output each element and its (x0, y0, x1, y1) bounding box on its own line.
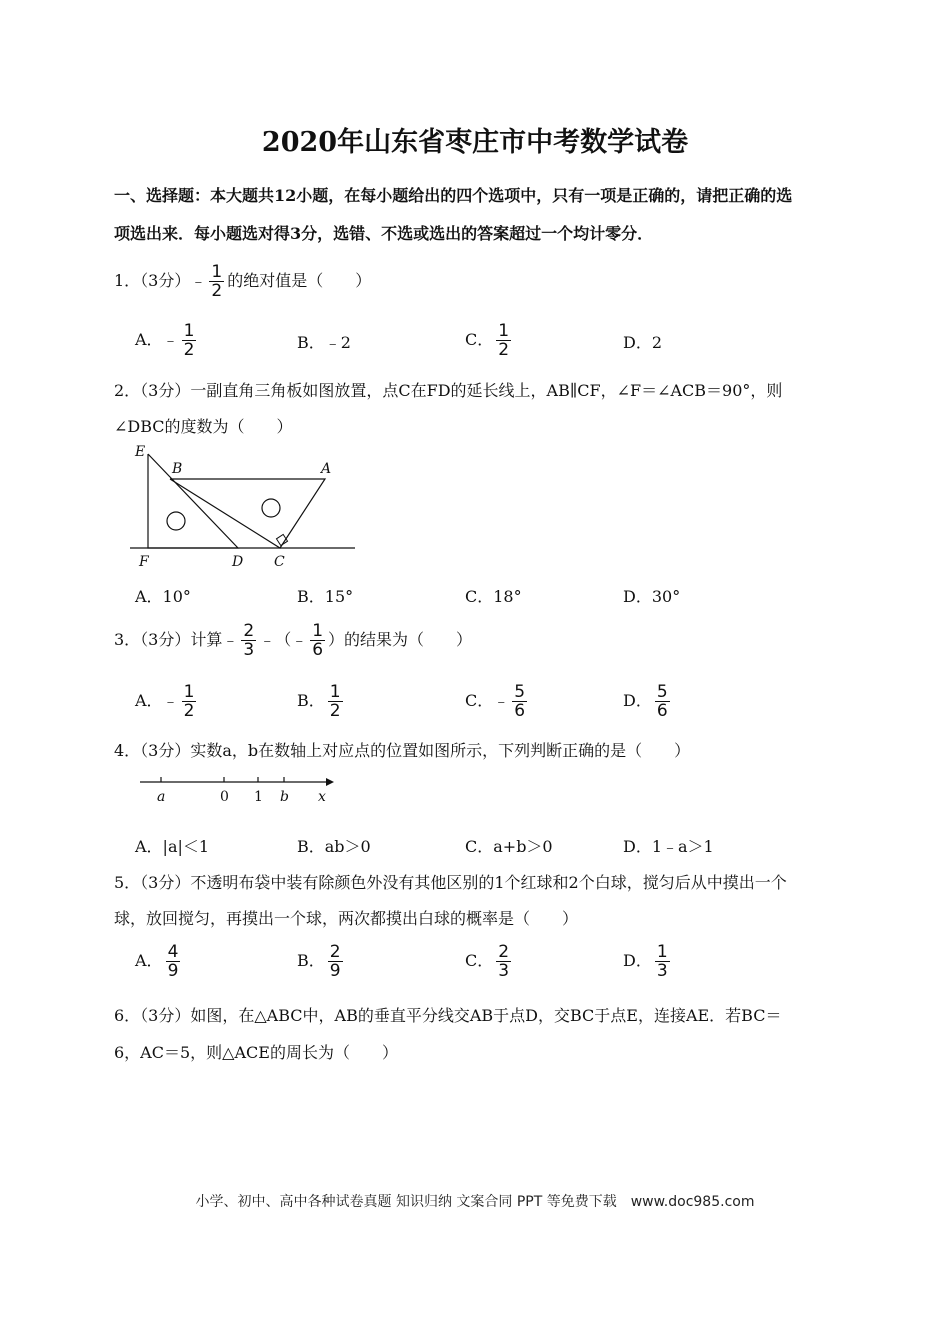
q1-option-c (465, 322, 514, 359)
denominator: 3 (498, 961, 510, 981)
option-label: B． (297, 951, 325, 970)
option-fraction (655, 943, 670, 980)
q4-option-b: B．ab＞0 (297, 837, 371, 856)
label-zero: 0 (220, 789, 229, 805)
q2-option-a: A．10° (135, 587, 191, 606)
question-6-line2: 6，AC＝5，则△ACE的周长为（ ） (114, 1043, 398, 1062)
question-1-prefix: 1．（3分）﹣ (114, 271, 207, 290)
question-1-fraction (209, 263, 224, 300)
question-2-line1: 2．（3分）一副直角三角板如图放置，点C在FD的延长线上，AB∥CF，∠F＝∠ACB＝90°，则 (114, 381, 783, 400)
option-fraction (182, 683, 197, 720)
denominator: 2 (211, 281, 223, 301)
question-1-suffix: 的绝对值是（ ） (227, 271, 372, 290)
denominator: 3 (656, 961, 668, 981)
denominator: 3 (243, 640, 255, 660)
option-label: A．﹣ (135, 691, 179, 710)
q5-option-c (465, 943, 514, 980)
question-3-middle: ﹣（﹣ (259, 630, 308, 649)
option-fraction (182, 322, 197, 359)
numerator: 1 (312, 621, 324, 641)
q2-option-c: C．18° (465, 587, 522, 606)
numerator: 5 (656, 682, 668, 702)
axis-arrow (326, 778, 334, 786)
q1-option-b: B．﹣2 (297, 333, 351, 352)
label-b: B (172, 461, 183, 477)
question-5-line2: 球，放回搅匀，再摸出一个球，两次都摸出白球的概率是（ ） (114, 909, 579, 928)
numerator: 5 (514, 682, 526, 702)
denominator: 9 (167, 961, 179, 981)
question-6-line1: 6．（3分）如图，在△ABC中，AB的垂直平分线交AB于点D，交BC于点E，连接AE．若BC＝ (114, 1006, 782, 1025)
option-label: C． (465, 330, 494, 349)
question-3-suffix: ）的结果为（ ） (328, 630, 473, 649)
q1-option-a (135, 322, 199, 359)
q3-option-d (623, 683, 673, 720)
section-heading-line1: 一、选择题：本大题共12小题，在每小题给出的四个选项中，只有一项是正确的，请把正确的选 (114, 186, 793, 205)
option-fraction (328, 683, 343, 720)
label-b: b (280, 789, 289, 805)
option-fraction (655, 683, 670, 720)
denominator: 9 (329, 961, 341, 981)
option-label: D． (623, 691, 652, 710)
denominator: 2 (498, 340, 510, 360)
label-e: E (135, 444, 146, 460)
q3-option-b (297, 683, 346, 720)
option-label: C． (465, 951, 494, 970)
numerator: 1 (183, 682, 195, 702)
footer-text: 小学、初中、高中各种试卷真题 知识归纳 文案合同 PPT 等免费下载 www.doc985.com (195, 1194, 755, 1210)
q3-option-a (135, 683, 199, 720)
triangle-efd (148, 454, 238, 548)
label-f: F (139, 554, 149, 570)
label-c: C (274, 554, 285, 570)
label-a: a (157, 789, 166, 805)
question-1 (114, 263, 371, 300)
q5-option-d (623, 943, 673, 980)
page-title: 2020年山东省枣庄市中考数学试卷 (261, 127, 689, 158)
numerator: 1 (329, 682, 341, 702)
numerator: 1 (656, 942, 668, 962)
q2-option-d: D．30° (623, 587, 681, 606)
denominator: 6 (312, 640, 324, 660)
option-fraction (496, 943, 511, 980)
numerator: 1 (211, 262, 223, 282)
option-fraction (328, 943, 343, 980)
option-label: C．﹣ (465, 691, 510, 710)
q4-option-a: A．|a|＜1 (135, 837, 210, 856)
denominator: 2 (183, 701, 195, 721)
option-label: A． (135, 951, 163, 970)
option-fraction (496, 322, 511, 359)
option-fraction (166, 943, 181, 980)
option-label: D． (623, 951, 652, 970)
q5-option-b (297, 943, 346, 980)
q1-option-d: D．2 (623, 333, 663, 352)
denominator: 6 (656, 701, 668, 721)
hole-left (167, 512, 185, 530)
numerator: 1 (498, 321, 510, 341)
q4-option-d: D．1﹣a＞1 (623, 837, 714, 856)
denominator: 6 (514, 701, 526, 721)
numerator: 4 (167, 942, 179, 962)
denominator: 2 (329, 701, 341, 721)
question-3-fraction-2 (310, 622, 325, 659)
label-x: x (318, 789, 326, 805)
question-3-prefix: 3．（3分）计算﹣ (114, 630, 239, 649)
hole-right (262, 499, 280, 517)
label-one: 1 (254, 789, 263, 805)
triangle-bac (170, 479, 325, 548)
q2-option-b: B．15° (297, 587, 354, 606)
q4-option-c: C．a+b＞0 (465, 837, 553, 856)
q3-option-c (465, 683, 530, 720)
question-3 (114, 622, 472, 659)
option-label: B． (297, 691, 325, 710)
numerator: 1 (183, 321, 195, 341)
triangle-figure (130, 440, 360, 572)
number-line-figure (138, 772, 338, 808)
question-4: 4．（3分）实数a，b在数轴上对应点的位置如图所示，下列判断正确的是（ ） (114, 741, 691, 760)
label-a: A (321, 461, 332, 477)
option-fraction (512, 683, 527, 720)
q5-option-a (135, 943, 183, 980)
numerator: 2 (329, 942, 341, 962)
question-5-line1: 5．（3分）不透明布袋中装有除颜色外没有其他区别的1个红球和2个白球，搅匀后从中摸出一个 (114, 873, 787, 892)
section-heading-line2: 项选出来．每小题选对得3分，选错、不选或选出的答案超过一个均计零分． (114, 224, 654, 243)
option-label: A．﹣ (135, 330, 179, 349)
numerator: 2 (498, 942, 510, 962)
question-3-fraction-1 (241, 622, 256, 659)
question-2-line2: ∠DBC的度数为（ ） (114, 417, 293, 436)
denominator: 2 (183, 340, 195, 360)
numerator: 2 (243, 621, 255, 641)
label-d: D (232, 554, 244, 570)
